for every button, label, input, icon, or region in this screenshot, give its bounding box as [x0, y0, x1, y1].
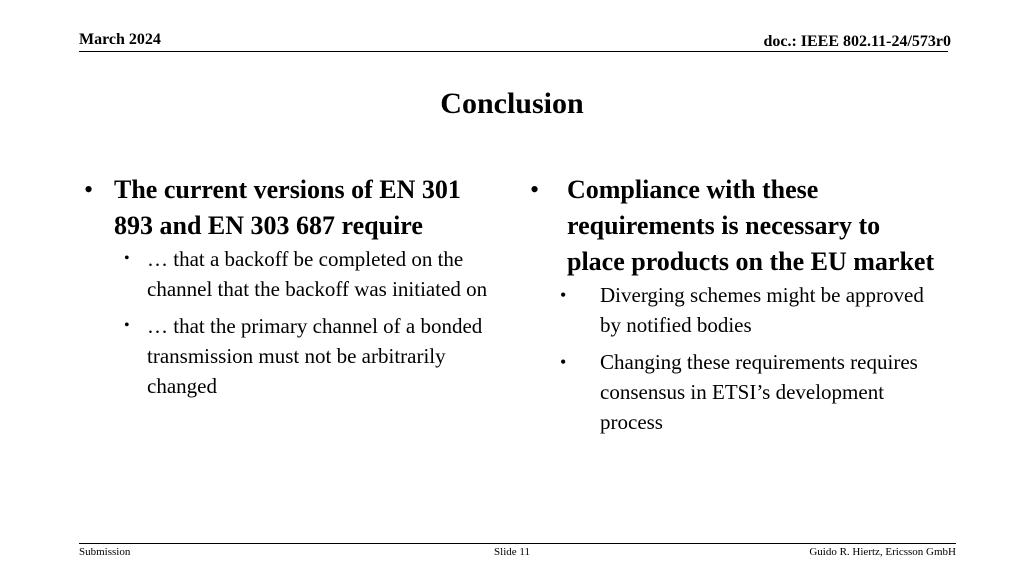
bullet-icon: • [124, 250, 130, 267]
left-main-bullet [84, 172, 504, 244]
footer-divider [79, 543, 956, 544]
bullet-icon: • [84, 175, 94, 204]
header-date: March 2024 [79, 31, 161, 48]
bullet-icon: • [560, 352, 567, 372]
footer-author: Guido R. Hiertz, Ericsson GmbH [809, 546, 956, 558]
left-sub-bullet-text: … that a backoff be completed on the channel that the backoff was initiated on [147, 247, 488, 301]
left-main-bullet-text: The current versions of EN 301 893 and EN 303 687 require [114, 175, 461, 240]
right-main-bullet [524, 172, 944, 280]
header-doc-id: doc.: IEEE 802.11-24/573r0 [763, 33, 951, 50]
slide-title: Conclusion [440, 87, 584, 120]
left-sub-bullet-text: … that the primary channel of a bonded transmission must not be arbitrarily changed [147, 314, 483, 398]
footer-slide-number: Slide 11 [494, 546, 530, 558]
left-column [84, 172, 504, 401]
right-column [524, 172, 944, 437]
footer-submission: Submission [79, 546, 131, 558]
left-sub-bullet [84, 311, 504, 401]
right-sub-bullet [524, 347, 944, 437]
left-sub-bullet [84, 244, 504, 304]
bullet-icon: • [560, 285, 567, 305]
right-main-bullet-text: Compliance with these requirements is necessary to place products on the EU market [567, 175, 935, 276]
header-divider [79, 51, 948, 52]
bullet-icon: • [530, 175, 540, 204]
right-sub-bullet-text: Diverging schemes might be approved by notified bodies [600, 283, 924, 337]
bullet-icon: • [124, 317, 130, 334]
right-sub-bullet-text: Changing these requirements requires consensus in ETSI’s development process [600, 350, 918, 434]
right-sub-bullet [524, 280, 944, 340]
